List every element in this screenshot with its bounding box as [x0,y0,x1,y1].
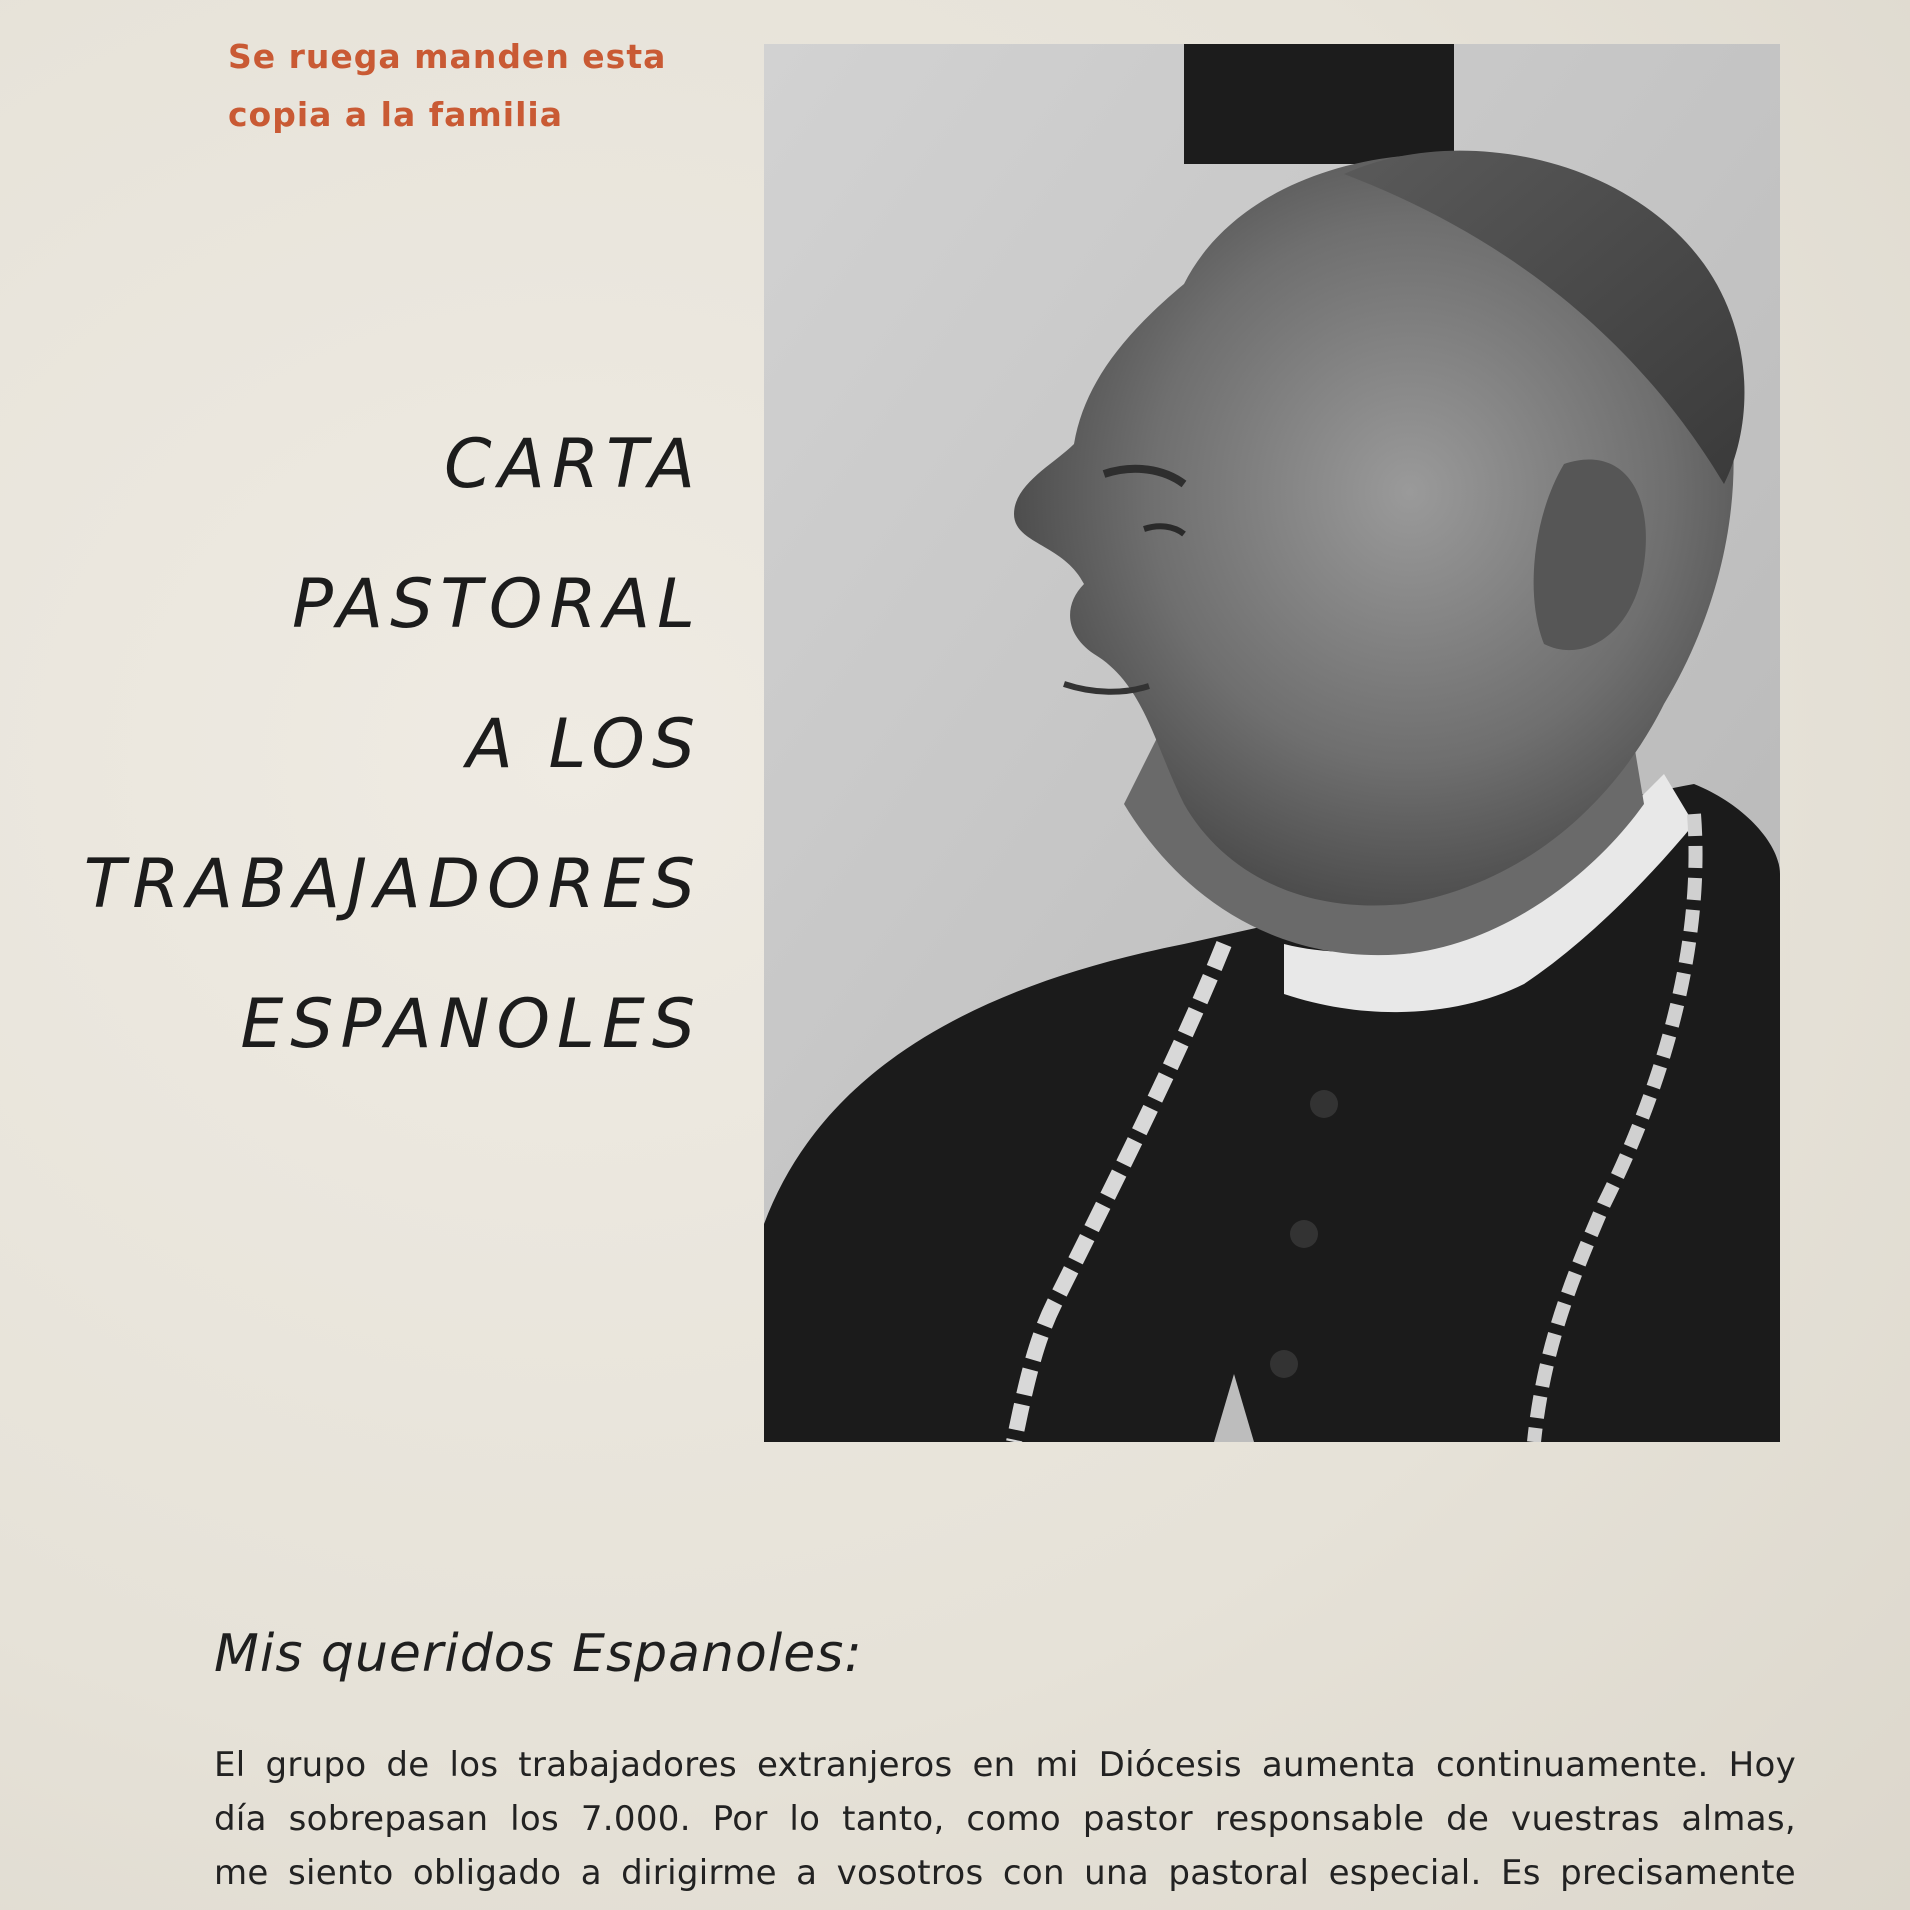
title-line-2: PASTORAL [291,565,702,644]
family-copy-notice [228,28,748,144]
body-line-1: El grupo de los trabajadores extranjeros en mi Diócesis aumenta continuamente. Hoy [214,1745,1796,1785]
title-line-3: A LOS [466,705,702,784]
document-title [84,395,702,1095]
body-line-3: me siento obligado a dirigirme a vosotros con una pastoral especial. Es precisamente [214,1853,1796,1893]
salutation: Mis queridos Espanoles: [214,1624,863,1684]
title-line-5: ESPANOLES [240,985,702,1064]
notice-line-2: copia a la familia [228,95,563,134]
title-line-1: CARTA [443,425,702,504]
letter-body [214,1738,1796,1900]
notice-line-1: Se ruega manden esta [228,37,667,76]
body-line-2: día sobrepasan los 7.000. Por lo tanto, como pastor responsable de vuestras almas, [214,1799,1796,1839]
title-line-4: TRABAJADORES [83,845,702,924]
bishop-portrait-photo [764,44,1780,1442]
